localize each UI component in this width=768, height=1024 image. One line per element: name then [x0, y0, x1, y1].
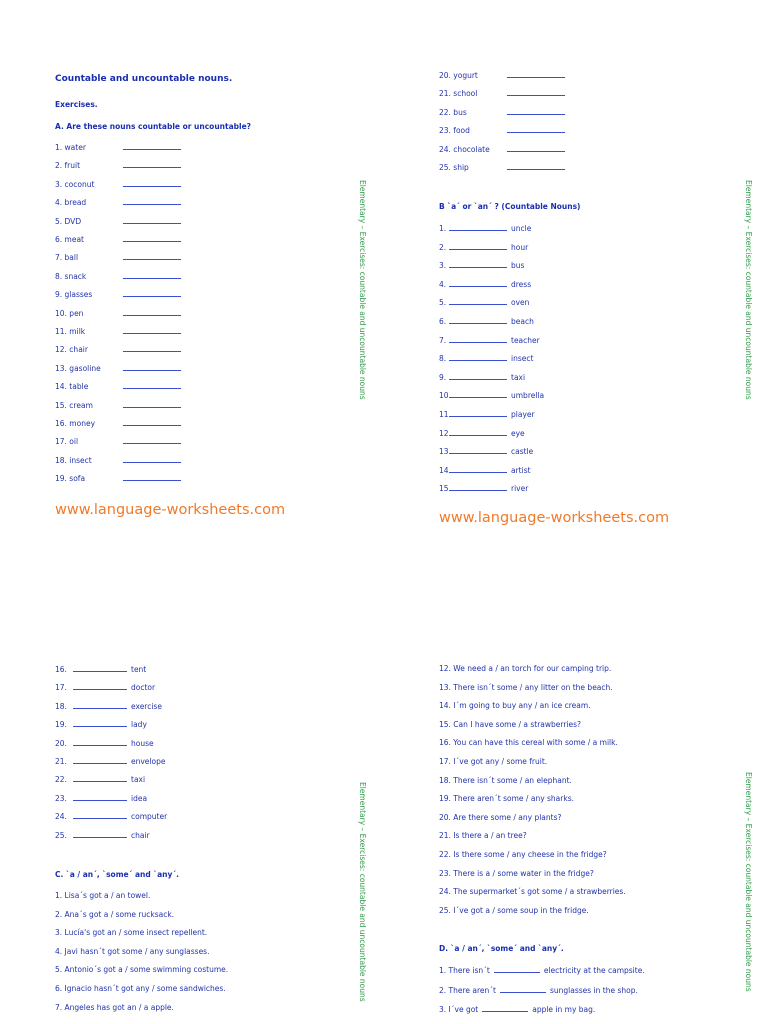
item-word: river [511, 484, 529, 494]
answer-blank[interactable] [123, 436, 181, 444]
worksheet-page-1 [0, 0, 384, 518]
answer-blank[interactable] [449, 242, 507, 250]
item-word: taxi [511, 372, 526, 382]
item-word: exercise [131, 701, 162, 711]
item-text: 1. There isn´t [439, 966, 490, 975]
list-item [55, 381, 181, 391]
item-text: 14. I´m going to buy any / an ice cream. [439, 701, 591, 711]
item-label: 24. chocolate [439, 144, 490, 154]
item-word: tent [131, 665, 147, 674]
item-label: 20. yogurt [439, 71, 478, 80]
item-label: 22. bus [439, 107, 467, 117]
item-text: 16. You can have this cereal with some / a milk. [439, 738, 618, 748]
list-item [55, 252, 181, 262]
item-word: insect [511, 354, 534, 364]
item-text: 23. There is a / some water in the fridge? [439, 868, 594, 878]
list-item [439, 831, 527, 840]
item-text: 17. I´ve got any / some fruit. [439, 757, 548, 766]
side-label: Elementary – Exercises: countable and uncountable nouns [744, 772, 753, 992]
item-text: 5. Antonio´s got a / some swimming costume. [55, 965, 229, 975]
list-item [439, 409, 535, 419]
item-label: 8. snack [55, 271, 87, 281]
list-item [55, 965, 228, 974]
item-number: 4. [439, 279, 447, 289]
item-text: 15. Can I have some / a strawberries? [439, 719, 582, 729]
list-item [55, 811, 167, 821]
list-item [439, 446, 533, 456]
answer-blank[interactable] [123, 179, 181, 187]
side-label: Elementary – Exercises: countable and uncountable nouns [358, 180, 367, 400]
answer-blank[interactable] [449, 390, 507, 398]
list-item [439, 125, 565, 135]
answer-blank[interactable] [507, 107, 565, 115]
list-item [439, 223, 531, 233]
answer-blank[interactable] [449, 409, 507, 417]
list-item [439, 664, 611, 673]
item-text: 4. Javi hasn´t got some / any sunglasses. [55, 946, 210, 956]
answer-blank[interactable] [123, 308, 181, 316]
answer-blank[interactable] [73, 682, 127, 690]
item-text: electricity at the campsite. [543, 966, 645, 975]
item-text: 12. We need a / an torch for our camping trip. [439, 664, 612, 673]
website-link[interactable]: www.language-worksheets.com [439, 510, 670, 526]
item-label: 21. school [439, 89, 478, 99]
item-label: 25. ship [439, 163, 469, 172]
item-word: player [511, 410, 535, 419]
list-item [439, 260, 524, 270]
item-number: 9. [439, 372, 447, 382]
answer-blank[interactable] [123, 289, 181, 297]
item-label: 4. bread [55, 198, 87, 208]
list-item [439, 813, 562, 822]
list-item [439, 985, 638, 995]
item-label: 5. DVD [55, 216, 82, 226]
answer-blank[interactable] [449, 335, 507, 343]
item-text: apple in my bag. [532, 1005, 596, 1014]
item-text: 2. There aren´t [439, 985, 496, 995]
answer-blank[interactable] [449, 465, 507, 473]
list-item [55, 344, 181, 354]
item-label: 14. table [55, 382, 89, 392]
answer-blank[interactable] [123, 455, 181, 463]
answer-blank[interactable] [123, 363, 181, 371]
section-a-heading: A. Are these nouns countable or uncountable? [55, 122, 252, 131]
section-d-heading: D. `a / an´, `some´ and `any´. [439, 944, 564, 953]
answer-blank[interactable] [123, 252, 181, 260]
answer-blank[interactable] [73, 811, 127, 819]
item-text: 22. Is there some / any cheese in the fridge? [439, 850, 607, 859]
list-item [55, 455, 181, 465]
item-text: 3. Lucía's got an / some insect repellent. [55, 928, 208, 938]
answer-blank[interactable] [123, 381, 181, 389]
list-item [439, 776, 572, 785]
answer-blank[interactable] [494, 965, 540, 973]
answer-blank[interactable] [123, 142, 181, 150]
answer-blank[interactable] [123, 216, 181, 224]
item-number: 6. [439, 317, 447, 326]
item-number: 11. [439, 410, 451, 419]
answer-blank[interactable] [449, 483, 507, 491]
item-label: 13. gasoline [55, 363, 101, 373]
item-number: 3. [439, 261, 447, 271]
item-number: 13. [439, 447, 451, 457]
list-item [439, 242, 528, 252]
item-label: 16. money [55, 419, 96, 428]
list-item [55, 682, 155, 692]
list-item [439, 738, 618, 747]
item-text: 7. Angeles has got an / a apple. [55, 1002, 174, 1012]
list-item [439, 906, 589, 915]
item-number: 10. [439, 391, 451, 401]
section-b-heading: B `a´ or `an´ ? (Countable Nouns) [439, 202, 581, 211]
list-item [439, 279, 531, 289]
list-item [55, 473, 181, 483]
list-item [55, 891, 150, 900]
item-number: 7. [439, 335, 447, 345]
list-item [55, 197, 181, 207]
item-word: bus [511, 261, 525, 271]
item-number: 22. [55, 775, 67, 785]
item-number: 21. [55, 757, 67, 766]
answer-blank[interactable] [123, 400, 181, 408]
item-word: taxi [131, 775, 146, 785]
answer-blank[interactable] [449, 279, 507, 287]
answer-blank[interactable] [123, 418, 181, 426]
list-item [439, 869, 594, 878]
answer-blank[interactable] [123, 326, 181, 334]
list-item [439, 887, 626, 896]
list-item [55, 271, 181, 281]
list-item [55, 664, 146, 674]
item-word: chair [131, 830, 150, 840]
list-item [439, 850, 607, 859]
item-number: 14. [439, 465, 451, 475]
answer-blank[interactable] [449, 297, 507, 305]
item-word: uncle [511, 224, 532, 233]
answer-blank[interactable] [123, 473, 181, 481]
exercises-label: Exercises. [55, 100, 98, 109]
item-label: 1. water [55, 143, 86, 152]
list-item [55, 289, 181, 299]
list-item [55, 928, 207, 937]
item-label: 3. coconut [55, 179, 95, 189]
item-label: 23. food [439, 126, 470, 136]
item-text: 24. The supermarket´s got some / a strawberries. [439, 887, 626, 897]
item-number: 8. [439, 354, 447, 364]
item-label: 17. oil [55, 437, 79, 447]
list-item [55, 160, 181, 170]
list-item [55, 774, 145, 784]
item-word: artist [511, 465, 531, 475]
answer-blank[interactable] [449, 428, 507, 436]
list-item [439, 107, 565, 117]
list-item [55, 947, 209, 956]
item-text: 2. Ana´s got a / some rucksack. [55, 909, 175, 919]
item-text: 21. Is there a / an tree? [439, 831, 527, 841]
answer-blank[interactable] [449, 223, 507, 231]
item-label: 19. sofa [55, 474, 86, 484]
item-word: computer [131, 812, 168, 822]
item-number: 16. [55, 665, 67, 674]
answer-blank[interactable] [73, 719, 127, 727]
list-item [439, 70, 565, 80]
list-item [55, 179, 181, 189]
list-item [55, 308, 181, 318]
item-text: 3. I´ve got [439, 1005, 479, 1014]
list-item [55, 1003, 174, 1012]
answer-blank[interactable] [507, 162, 565, 170]
list-item [439, 757, 547, 766]
list-item [439, 1004, 595, 1014]
item-word: umbrella [511, 391, 545, 401]
list-item [55, 830, 150, 840]
item-word: beach [511, 317, 534, 326]
item-text: 19. There aren´t some / any sharks. [439, 794, 574, 804]
item-label: 7. ball [55, 253, 79, 263]
item-number: 5. [439, 298, 447, 308]
item-label: 9. glasses [55, 290, 93, 300]
list-item [439, 353, 533, 363]
list-item [439, 144, 565, 154]
answer-blank[interactable] [482, 1004, 528, 1012]
list-item [439, 465, 531, 475]
item-label: 6. meat [55, 235, 84, 244]
answer-blank[interactable] [449, 353, 507, 361]
list-item [439, 794, 574, 803]
list-item [439, 683, 613, 692]
answer-blank[interactable] [123, 234, 181, 242]
list-item [439, 335, 540, 345]
item-label: 12. chair [55, 345, 88, 355]
item-label: 18. insect [55, 455, 92, 465]
item-number: 25. [55, 830, 67, 840]
answer-blank[interactable] [73, 756, 127, 764]
list-item [55, 793, 147, 803]
list-item [439, 390, 544, 400]
answer-blank[interactable] [507, 125, 565, 133]
item-word: oven [511, 298, 530, 308]
item-word: lady [131, 720, 147, 730]
section-c-heading: C. `a / an´, `some´ and `any´. [55, 870, 179, 879]
list-item [439, 88, 565, 98]
item-number: 17. [55, 683, 67, 693]
item-label: 10. pen [55, 308, 84, 318]
item-text: 20. Are there some / any plants? [439, 812, 562, 822]
list-item [55, 984, 226, 993]
answer-blank[interactable] [449, 446, 507, 454]
item-number: 15. [439, 484, 451, 494]
item-text: 25. I´ve got a / some soup in the fridge. [439, 905, 589, 915]
answer-blank[interactable] [73, 830, 127, 838]
list-item [55, 216, 181, 226]
list-item [55, 719, 147, 729]
list-item [55, 234, 181, 244]
item-word: house [131, 738, 154, 748]
answer-blank[interactable] [73, 793, 127, 801]
worksheet-page-3 [0, 512, 384, 1024]
item-word: dress [511, 279, 532, 289]
item-word: hour [511, 242, 529, 252]
item-text: 13. There isn´t some / any litter on the beach. [439, 682, 613, 692]
item-number: 20. [55, 738, 67, 748]
item-label: 11. milk [55, 327, 86, 336]
page-title: Countable and uncountable nouns. [55, 74, 233, 84]
item-number: 2. [439, 242, 447, 252]
item-number: 19. [55, 720, 67, 730]
answer-blank[interactable] [449, 316, 507, 324]
answer-blank[interactable] [123, 271, 181, 279]
list-item [55, 738, 154, 748]
item-text: 1. Lisa´s got a / an towel. [55, 891, 151, 900]
answer-blank[interactable] [73, 701, 127, 709]
item-word: doctor [131, 683, 156, 693]
answer-blank[interactable] [507, 88, 565, 96]
answer-blank[interactable] [73, 738, 127, 746]
list-item [55, 701, 162, 711]
list-item [55, 142, 181, 152]
item-word: envelope [131, 757, 166, 766]
website-link[interactable]: www.language-worksheets.com [55, 502, 286, 518]
answer-blank[interactable] [123, 197, 181, 205]
worksheet-page-4 [384, 512, 768, 1024]
list-item [439, 372, 525, 382]
item-word: idea [131, 793, 148, 803]
item-label: 2. fruit [55, 161, 81, 171]
item-number: 18. [55, 701, 67, 711]
list-item [55, 756, 165, 766]
side-label: Elementary – Exercises: countable and uncountable nouns [744, 180, 753, 400]
item-number: 24. [55, 812, 67, 822]
side-label: Elementary – Exercises: countable and uncountable nouns [358, 782, 367, 1002]
list-item [55, 363, 181, 373]
list-item [439, 701, 591, 710]
worksheet-page-2 [384, 0, 768, 526]
list-item [55, 326, 181, 336]
answer-blank[interactable] [507, 70, 565, 78]
answer-blank[interactable] [73, 774, 127, 782]
answer-blank[interactable] [449, 372, 507, 380]
list-item [439, 483, 528, 493]
answer-blank[interactable] [449, 260, 507, 268]
item-text: 6. Ignacio hasn´t got any / some sandwiches. [55, 984, 226, 993]
item-number: 12. [439, 428, 451, 438]
list-item [439, 297, 529, 307]
list-item [55, 436, 181, 446]
item-number: 1. [439, 224, 447, 233]
answer-blank[interactable] [123, 160, 181, 168]
item-text: 18. There isn´t some / an elephant. [439, 775, 572, 785]
list-item [439, 428, 525, 438]
item-number: 23. [55, 793, 67, 803]
list-item [439, 162, 565, 172]
item-label: 15. cream [55, 400, 93, 410]
list-item [439, 720, 581, 729]
list-item [55, 400, 181, 410]
item-word: teacher [511, 335, 540, 345]
list-item [55, 418, 181, 428]
list-item [439, 965, 645, 975]
answer-blank[interactable] [500, 985, 546, 993]
item-word: eye [511, 428, 525, 438]
answer-blank[interactable] [73, 664, 127, 672]
item-word: castle [511, 447, 534, 457]
list-item [55, 910, 174, 919]
list-item [439, 316, 534, 326]
item-text: sunglasses in the shop. [549, 985, 638, 995]
answer-blank[interactable] [123, 344, 181, 352]
answer-blank[interactable] [507, 144, 565, 152]
